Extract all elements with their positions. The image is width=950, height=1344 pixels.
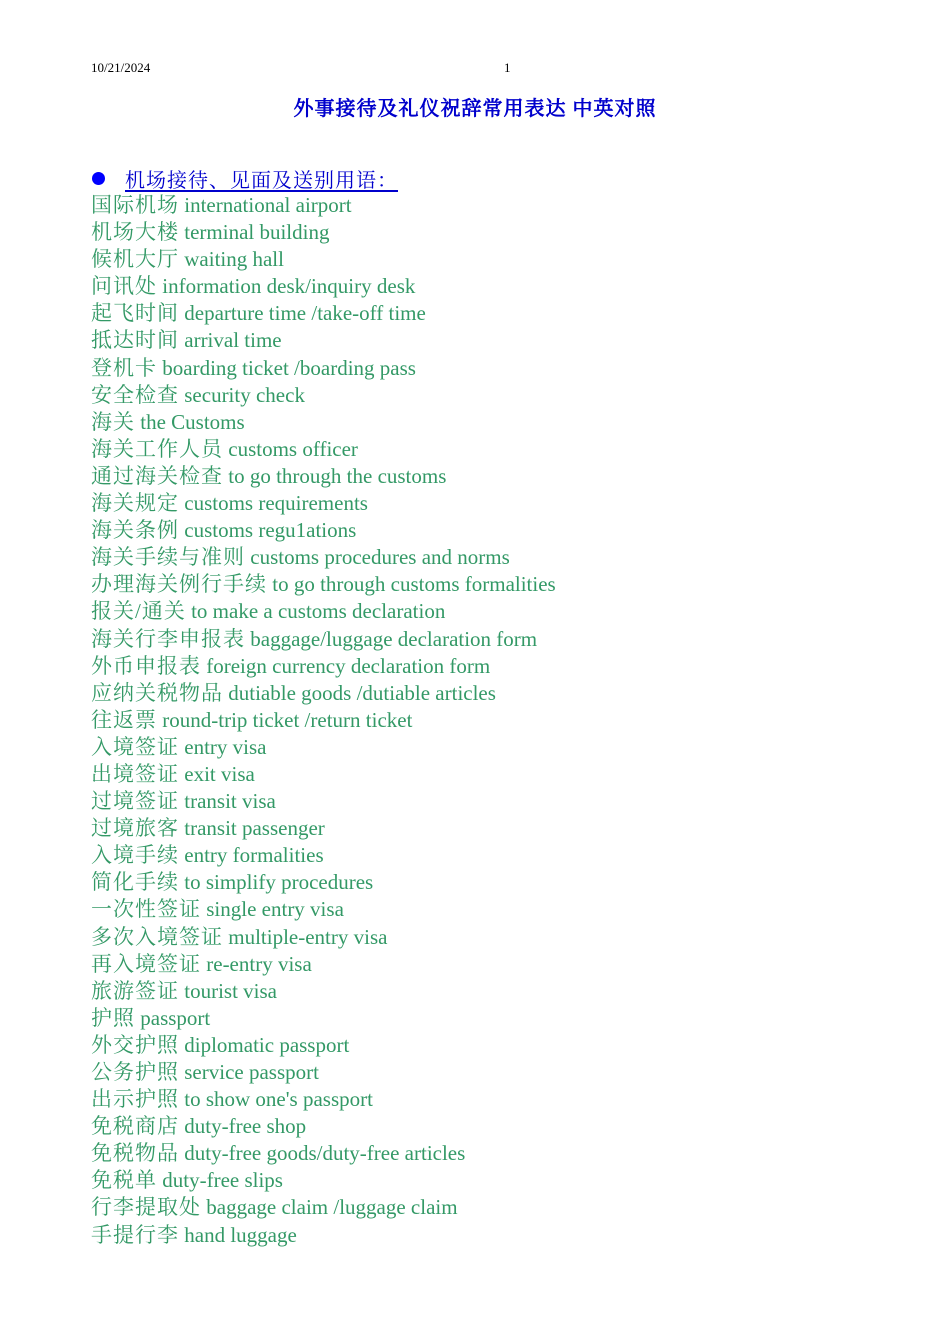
term-english: dutiable goods /dutiable articles: [228, 680, 496, 705]
term-row: [91, 382, 556, 409]
term-row: [91, 1194, 556, 1221]
term-chinese: 简化手续: [91, 870, 179, 895]
term-chinese: 往返票: [91, 707, 157, 732]
term-chinese: 旅游签证: [91, 978, 179, 1003]
term-chinese: 海关条例: [91, 518, 179, 543]
term-row: [91, 409, 556, 436]
term-row: [91, 544, 556, 571]
term-chinese: 行李提取处: [91, 1195, 201, 1220]
term-row: [91, 680, 556, 707]
term-row: [91, 246, 556, 273]
term-english: waiting hall: [184, 247, 284, 272]
page-date: 10/21/2024: [91, 60, 151, 75]
term-row: [91, 571, 556, 598]
term-english: entry visa: [184, 734, 267, 759]
term-chinese: 海关: [91, 409, 135, 434]
term-english: to simplify procedures: [184, 870, 374, 895]
term-chinese: 外交护照: [91, 1032, 179, 1057]
term-row: [91, 436, 556, 463]
term-english: round-trip ticket /return ticket: [162, 707, 413, 732]
term-chinese: 海关规定: [91, 491, 179, 516]
term-row: [91, 978, 556, 1005]
term-row: [91, 869, 556, 896]
term-row: [91, 273, 556, 300]
term-english: departure time /take-off time: [184, 301, 426, 326]
term-row: [91, 788, 556, 815]
term-chinese: 登机卡: [91, 355, 157, 380]
term-row: [91, 490, 556, 517]
term-chinese: 安全检查: [91, 382, 179, 407]
term-row: [91, 707, 556, 734]
term-chinese: 机场大楼: [91, 220, 179, 245]
term-english: hand luggage: [184, 1222, 297, 1247]
term-row: [91, 327, 556, 354]
term-chinese: 问讯处: [91, 274, 157, 299]
term-row: [91, 1005, 556, 1032]
term-chinese: 海关行李申报表: [91, 626, 245, 651]
bullet-icon: [92, 172, 105, 185]
term-chinese: 护照: [91, 1005, 135, 1030]
term-row: [91, 1059, 556, 1086]
term-english: international airport: [184, 193, 352, 217]
term-english: baggage/luggage declaration form: [250, 626, 538, 651]
term-english: passport: [140, 1005, 211, 1030]
term-english: baggage claim /luggage claim: [206, 1195, 458, 1220]
term-chinese: 海关工作人员: [91, 436, 223, 461]
term-english: tourist visa: [184, 978, 277, 1003]
term-row: [91, 1086, 556, 1113]
term-english: duty-free shop: [184, 1114, 307, 1139]
term-row: [91, 1032, 556, 1059]
term-chinese: 起飞时间: [91, 301, 179, 326]
term-english: to go through the customs: [228, 463, 447, 488]
term-english: arrival time: [184, 328, 282, 353]
term-chinese: 过境签证: [91, 789, 179, 814]
term-english: transit passenger: [184, 816, 325, 841]
term-row: [91, 842, 556, 869]
term-chinese: 出示护照: [91, 1087, 179, 1112]
term-row: [91, 1222, 556, 1249]
term-chinese: 候机大厅: [91, 247, 179, 272]
term-row: [91, 815, 556, 842]
term-row: [91, 219, 556, 246]
term-english: boarding ticket /boarding pass: [162, 355, 416, 380]
term-chinese: 免税单: [91, 1168, 157, 1193]
term-row: [91, 463, 556, 490]
term-row: [91, 896, 556, 923]
term-chinese: 免税商店: [91, 1114, 179, 1139]
term-row: [91, 761, 556, 788]
term-row: [91, 924, 556, 951]
term-row: [91, 1167, 556, 1194]
term-row: [91, 355, 556, 382]
term-english: single entry visa: [206, 897, 344, 922]
term-chinese: 公务护照: [91, 1060, 179, 1084]
term-row: [91, 626, 556, 653]
page-number: 1: [504, 60, 511, 75]
term-list: [91, 192, 556, 1249]
term-english: foreign currency declaration form: [206, 653, 491, 678]
term-english: service passport: [184, 1060, 319, 1084]
term-english: customs regu1ations: [184, 518, 357, 543]
term-row: [91, 1113, 556, 1140]
term-english: information desk/inquiry desk: [162, 274, 416, 299]
term-chinese: 海关手续与准则: [91, 545, 245, 570]
section-airport-reception: [91, 164, 556, 1249]
term-chinese: 多次入境签证: [91, 924, 223, 949]
term-english: re-entry visa: [206, 951, 312, 976]
term-chinese: 出境签证: [91, 761, 179, 786]
term-chinese: 一次性签证: [91, 897, 201, 922]
term-row: [91, 734, 556, 761]
term-chinese: 免税物品: [91, 1141, 179, 1166]
term-english: terminal building: [184, 220, 330, 245]
term-chinese: 国际机场: [91, 193, 179, 217]
term-chinese: 报关/通关: [91, 599, 186, 624]
term-chinese: 抵达时间: [91, 328, 179, 353]
term-english: duty-free slips: [162, 1168, 283, 1193]
term-english: duty-free goods/duty-free articles: [184, 1141, 466, 1166]
term-chinese: 入境手续: [91, 843, 179, 868]
term-chinese: 外币申报表: [91, 653, 201, 678]
section-heading: [91, 164, 556, 192]
term-chinese: 过境旅客: [91, 816, 179, 841]
term-chinese: 手提行李: [91, 1222, 179, 1247]
term-english: entry formalities: [184, 843, 324, 868]
term-english: to show one's passport: [184, 1087, 373, 1112]
term-english: customs procedures and norms: [250, 545, 510, 570]
document-title: 外事接待及礼仪祝辞常用表达 中英对照: [293, 98, 657, 120]
term-row: [91, 192, 556, 219]
term-english: to go through customs formalities: [272, 572, 556, 597]
section-title: 机场接待、见面及送别用语：: [125, 169, 398, 192]
term-row: [91, 300, 556, 327]
term-english: customs requirements: [184, 491, 368, 516]
term-chinese: 入境签证: [91, 734, 179, 759]
term-chinese: 通过海关检查: [91, 463, 223, 488]
term-english: transit visa: [184, 789, 276, 814]
term-english: to make a customs declaration: [191, 599, 446, 624]
term-row: [91, 653, 556, 680]
term-row: [91, 517, 556, 544]
term-chinese: 应纳关税物品: [91, 680, 223, 705]
term-english: exit visa: [184, 761, 255, 786]
term-row: [91, 951, 556, 978]
term-english: diplomatic passport: [184, 1032, 350, 1057]
term-row: [91, 1140, 556, 1167]
term-english: security check: [184, 382, 305, 407]
term-english: the Customs: [140, 409, 245, 434]
term-english: customs officer: [228, 436, 358, 461]
term-chinese: 办理海关例行手续: [91, 572, 267, 597]
term-row: [91, 598, 556, 625]
term-english: multiple-entry visa: [228, 924, 388, 949]
term-chinese: 再入境签证: [91, 951, 201, 976]
